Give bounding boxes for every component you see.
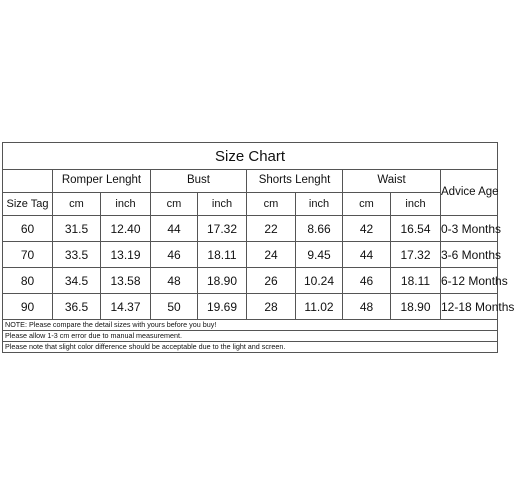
table-cell: 13.58 <box>101 268 151 294</box>
table-cell: 18.90 <box>198 268 247 294</box>
waist-header: Waist <box>343 170 441 193</box>
size-chart-table <box>2 142 514 353</box>
table-cell: 0-3 Months <box>441 216 498 242</box>
table-cell: 44 <box>343 242 391 268</box>
table-cell: 3-6 Months <box>441 242 498 268</box>
table-cell: 48 <box>151 268 198 294</box>
size-tag-header-blank <box>3 170 53 193</box>
shorts-length-header: Shorts Lenght <box>247 170 343 193</box>
unit-header: cm <box>247 193 296 216</box>
table-cell: 18.90 <box>391 294 441 320</box>
size-tag-header: Size Tag <box>3 193 53 216</box>
chart-title: Size Chart <box>3 143 498 170</box>
sub-header-row <box>3 193 498 216</box>
table-cell: 22 <box>247 216 296 242</box>
table-cell: 50 <box>151 294 198 320</box>
unit-header: inch <box>198 193 247 216</box>
table-cell: 28 <box>247 294 296 320</box>
table-cell: 9.45 <box>296 242 343 268</box>
size-chart <box>2 142 514 352</box>
table-cell: 17.32 <box>198 216 247 242</box>
table-row <box>3 216 498 242</box>
table-cell: 19.69 <box>198 294 247 320</box>
table-row <box>3 268 498 294</box>
group-header-row <box>3 170 498 193</box>
note-row <box>3 331 498 342</box>
table-cell: 12-18 Months <box>441 294 498 320</box>
bust-header: Bust <box>151 170 247 193</box>
unit-header: cm <box>151 193 198 216</box>
table-cell: 34.5 <box>53 268 101 294</box>
table-cell: 24 <box>247 242 296 268</box>
unit-header: cm <box>53 193 101 216</box>
table-cell: 17.32 <box>391 242 441 268</box>
table-cell: 80 <box>3 268 53 294</box>
table-cell: 16.54 <box>391 216 441 242</box>
table-cell: 26 <box>247 268 296 294</box>
table-cell: 60 <box>3 216 53 242</box>
note-text: NOTE: Please compare the detail sizes with yours before you buy! <box>3 320 498 331</box>
unit-header: cm <box>343 193 391 216</box>
table-cell: 13.19 <box>101 242 151 268</box>
table-cell: 8.66 <box>296 216 343 242</box>
table-cell: 33.5 <box>53 242 101 268</box>
table-cell: 11.02 <box>296 294 343 320</box>
table-cell: 42 <box>343 216 391 242</box>
advice-age-header: Advice Age <box>441 170 498 216</box>
unit-header: inch <box>391 193 441 216</box>
unit-header: inch <box>101 193 151 216</box>
table-cell: 10.24 <box>296 268 343 294</box>
table-cell: 36.5 <box>53 294 101 320</box>
title-row <box>3 143 498 170</box>
table-cell: 44 <box>151 216 198 242</box>
table-cell: 48 <box>343 294 391 320</box>
table-cell: 46 <box>151 242 198 268</box>
note-row <box>3 342 498 353</box>
note-text: Please note that slight color difference should be acceptable due to the light and screen. <box>3 342 498 353</box>
table-cell: 70 <box>3 242 53 268</box>
table-cell: 90 <box>3 294 53 320</box>
table-cell: 12.40 <box>101 216 151 242</box>
unit-header: inch <box>296 193 343 216</box>
note-row <box>3 320 498 331</box>
table-cell: 18.11 <box>391 268 441 294</box>
table-row <box>3 242 498 268</box>
table-cell: 46 <box>343 268 391 294</box>
table-cell: 6-12 Months <box>441 268 498 294</box>
table-cell: 18.11 <box>198 242 247 268</box>
note-text: Please allow 1-3 cm error due to manual measurement. <box>3 331 498 342</box>
table-row <box>3 294 498 320</box>
table-cell: 31.5 <box>53 216 101 242</box>
table-cell: 14.37 <box>101 294 151 320</box>
romper-length-header: Romper Lenght <box>53 170 151 193</box>
